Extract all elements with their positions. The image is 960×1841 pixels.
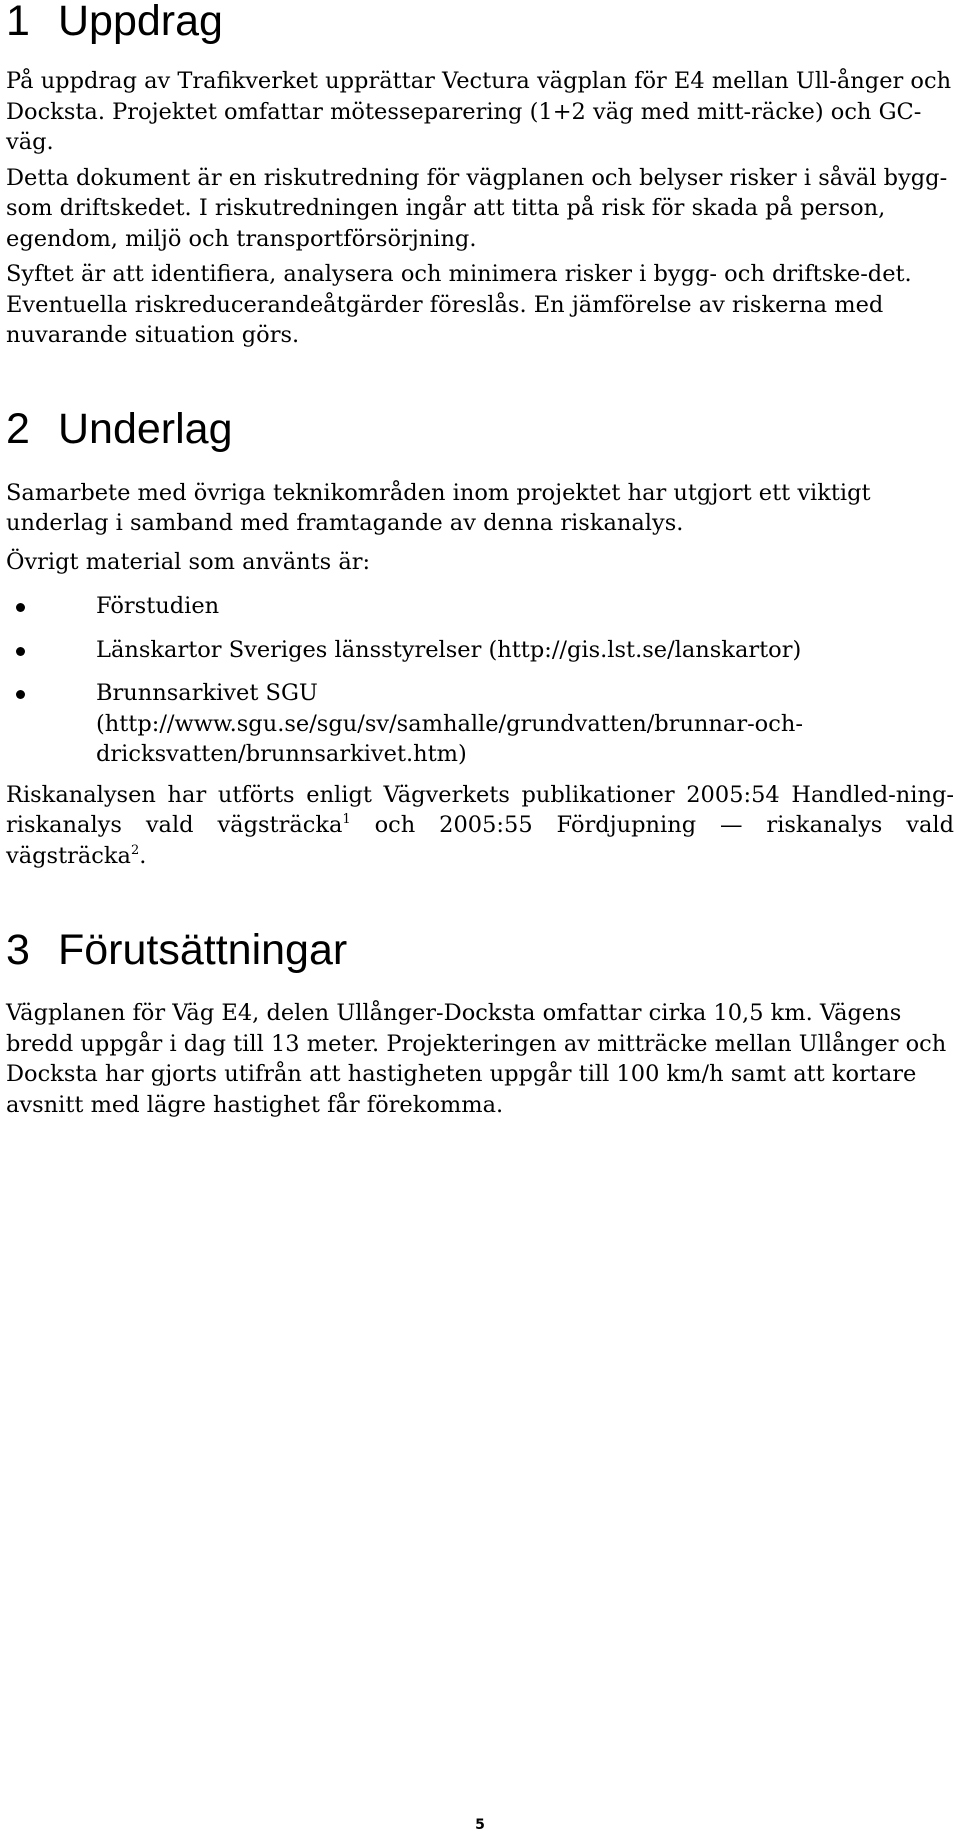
section-number: 2 [6, 404, 30, 453]
closing-text-part: Riskanalysen har utförts enligt Vägverkets publikationer 2005:54 Handled-ning- riskanalys vald vägsträcka [6, 781, 954, 838]
paragraph: På uppdrag av Trafikverket upprättar Vectura vägplan för E4 mellan Ull-ånger och Docksta. Projektet omfattar mötesseparering (1+2 väg med mitt-räcke) och GC-väg. [6, 68, 952, 155]
footnote-ref: 2 [130, 842, 140, 858]
paragraph: Övrigt material som använts är: [6, 548, 371, 575]
section-number: 3 [6, 926, 30, 974]
section-heading-2 [6, 404, 954, 453]
paragraph: Detta dokument är en riskutredning för vägplanen och belyser risker i såväl bygg- som driftskedet. I riskutredningen ingår att titta på risk för skada på person, egendom, miljö och transportförsörjning. [6, 164, 948, 252]
material-list [6, 591, 954, 770]
page-number: 5 [475, 1817, 485, 1833]
section-title: Förutsättningar [58, 926, 348, 974]
bullet-icon [16, 690, 25, 699]
bullet-icon [16, 647, 25, 656]
paragraph: Vägplanen för Väg E4, delen Ullånger-Docksta omfattar cirka 10,5 km. Vägens bredd uppgår i dag till 13 meter. Projekteringen av mitträcke mellan Ullånger och Docksta har gjorts utifrån att hastigheten uppgår till 100 km/h samt att kortare avsnitt med lägre hastighet får förekomma. [6, 1000, 947, 1118]
paragraph: Samarbete med övriga teknikområden inom projektet har utgjort ett viktigt underlag i samband med framtagande av denna riskanalys. [6, 479, 871, 536]
bullet-icon [16, 603, 25, 612]
section-title: Uppdrag [58, 0, 223, 45]
footnote-ref: 1 [342, 812, 351, 827]
document-page [6, 0, 954, 1120]
closing-text-part: och 2005:55 Fördjupning — riskanalys vald vägsträcka [6, 812, 954, 869]
closing-text-part: . [139, 842, 147, 869]
list-item-text: Länskartor Sveriges länsstyrelser (http://gis.lst.se/lanskartor) [96, 636, 802, 663]
list-item [6, 591, 954, 622]
section-heading-3 [6, 926, 954, 974]
section-heading-1 [6, 0, 954, 43]
list-item-text: Förstudien [96, 593, 220, 619]
section-title: Underlag [58, 404, 233, 453]
list-item [6, 678, 954, 770]
list-item [6, 635, 954, 666]
list-item-text: Brunnsarkivet SGU (http://www.sgu.se/sgu/sv/samhalle/grundvatten/brunnar-och-dricksvatten/brunnsarkivet.htm) [96, 680, 803, 767]
paragraph [6, 780, 954, 872]
paragraph: Syftet är att identifiera, analysera och minimera risker i bygg- och driftske-det. Eventuella riskreducerandeåtgärder föreslås. En jämförelse av riskerna med nuvarande situation görs. [6, 261, 912, 348]
section-number: 1 [6, 0, 30, 45]
